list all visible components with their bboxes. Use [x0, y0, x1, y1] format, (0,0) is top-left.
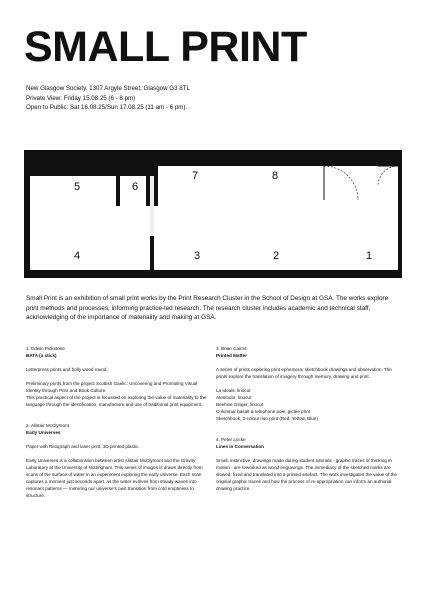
partition-low — [150, 236, 154, 270]
work-description-2: This practical aspect of the project is focussed on exploring the value of materiality to the language through the identification, manufacture and use of traditional print equipment. — [26, 395, 207, 407]
exhibition-title: SMALL PRINT — [24, 23, 307, 71]
zone-label-3: 3 — [194, 250, 201, 262]
work-description: A series of prints exploring print ephemera, sketchbook drawings and observation. The prints explore the translation of imagery through memory, drawing and print. — [216, 367, 392, 379]
partition-5-6 — [116, 176, 120, 206]
artist-number: 4. Peter Locke — [216, 437, 246, 442]
zone-label-7: 7 — [192, 170, 199, 182]
work-description: Preliminary prints from the project Scottish Gaelic: Uncovering and Promoting Visual Identity through Print and Book Culture. — [26, 381, 198, 393]
wall-block-left — [30, 166, 146, 176]
zone-label-5: 5 — [74, 181, 81, 193]
floor-plan — [24, 150, 402, 278]
artist-number: 2. Alistair McClymont — [26, 423, 69, 428]
artist-number: 1. Edwin Pickstone — [26, 346, 65, 351]
work-title: BATA (a stick) — [26, 353, 57, 358]
wall-bottom — [24, 270, 402, 278]
work-title: Early Universes — [26, 430, 61, 435]
work-description: Small, instinctive, drawings made during student tutorials - graphic traces of thinking in motion - are reworked as wood engravings. The immediacy of the sketched marks are slowed, fixed and translated into a printed artefact. The work investigates the value of the original graphic traces and how the process of re-appropriation can inform an authorial drawing practice. — [216, 458, 397, 491]
corridor — [146, 206, 398, 270]
artist-column-left — [26, 345, 209, 513]
work-title: Lines in Conversation — [216, 444, 264, 449]
room-56 — [38, 176, 146, 270]
wall-right — [398, 150, 402, 278]
room-78 — [158, 166, 324, 206]
zone-label-4: 4 — [74, 250, 81, 262]
door-gap — [324, 166, 398, 206]
zone-label-1: 1 — [366, 250, 373, 262]
zone-label-6: 6 — [132, 181, 139, 193]
zone-label-2: 2 — [273, 250, 280, 262]
work-medium: Paper with Risograph and laser print, 3D printed plastic. — [26, 444, 140, 449]
artist-entry — [26, 345, 209, 408]
wall-left — [24, 150, 30, 278]
private-view-time: Private View: Friday 15.08.25 (6 - 8 pm) — [26, 94, 136, 102]
artist-number: 3. Brian Cairns — [216, 346, 247, 351]
event-info — [26, 84, 190, 113]
intro-paragraph: Small Print is an exhibition of small print works by the Print Research Cluster in the School of Design at GSA. The works explore print methods and processes, informing practice-led research. The research cluster includes academic and technical staff, acknowledging of the importance of materiality and making at GSA. — [26, 295, 389, 322]
zone-label-8: 8 — [272, 170, 279, 182]
wall-top — [24, 150, 402, 166]
work-description: Early Universes is a collaboration between artist Alistair McClymont and the Gravity Laboratory at the University of Nottingham. This series of images is drawn directly from scans of the surface of water in an experiment exploring the early universe. Each scan captures a moment just seconds apart, as the water evolves from steady waves into resonant patterns — mirroring our universe's own transition from cold emptiness to structure. — [26, 458, 203, 498]
artist-column-right — [216, 345, 398, 506]
artist-entry — [26, 422, 209, 499]
venue-address: New Glasgow Society, 1307 Argyle Street, Glasgow G3 8TL — [26, 85, 190, 92]
works-list: La Ideals, linocut Atestodor, linocut Beehive Ginger, linocut Columnar basalt & telephone pole, giclée print Sketchbook, 3-colour riso print (Red, Yellow, Blue) — [216, 388, 318, 421]
artist-entry — [216, 345, 398, 422]
public-opening-time: Open to Public: Sat 16.08.25/Sun 17.08.25 (11 am - 6 pm). — [26, 104, 188, 112]
artist-entry — [216, 436, 398, 492]
work-medium: Letterpress prints and holly wood round. — [26, 367, 108, 372]
work-title: Printed Matter — [216, 353, 247, 358]
